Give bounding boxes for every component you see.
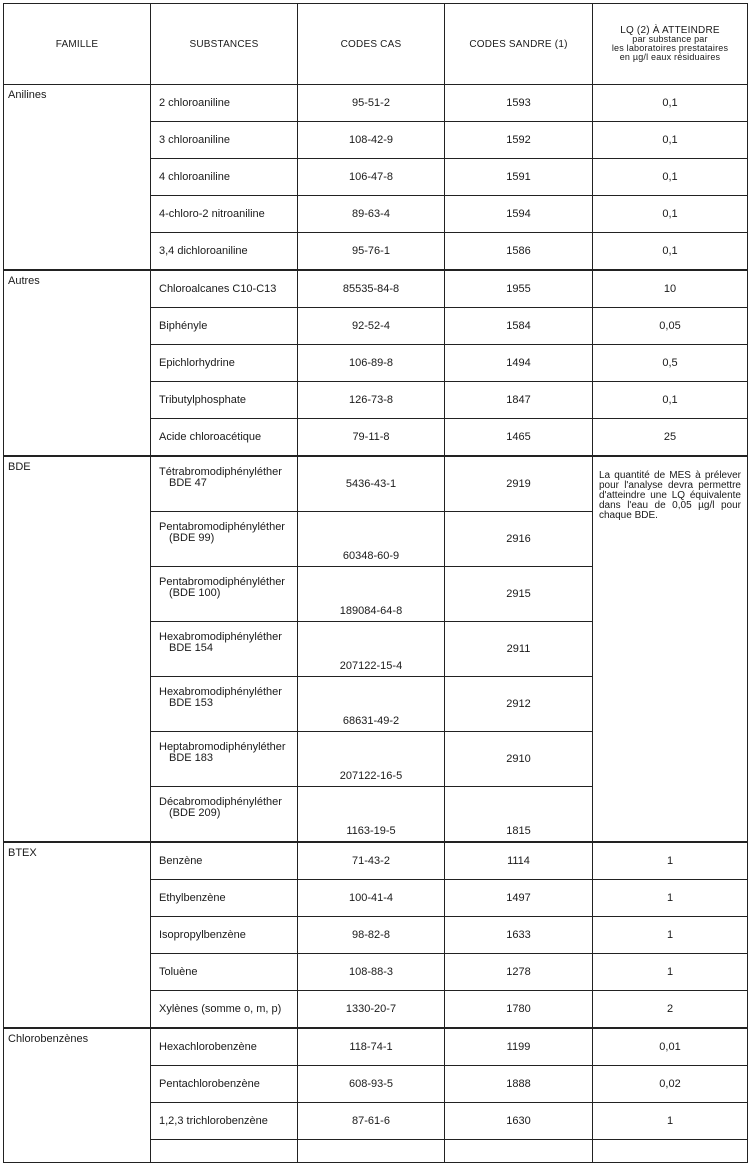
sandre-cell: 2912: [445, 677, 593, 732]
header-lq-line1: LQ (2) À ATTEINDRE: [620, 25, 720, 36]
header-lq: [593, 4, 748, 85]
table-row: [4, 456, 748, 512]
substance-line: Hexabromodiphényléther: [159, 686, 282, 698]
substance-cell: Xylènes (somme o, m, p): [151, 991, 298, 1029]
substance-cell: Ethylbenzène: [151, 880, 298, 917]
header-lq-line2: par substance par: [632, 34, 708, 44]
sandre-cell: 1594: [445, 196, 593, 233]
sandre-cell: 1591: [445, 159, 593, 196]
substance-line: BDE 47: [169, 477, 207, 489]
substance-cell: Toluène: [151, 954, 298, 991]
family-cell: Chlorobenzènes: [4, 1028, 151, 1163]
substance-line: Pentabromodiphényléther: [159, 576, 285, 588]
lq-cell: 1: [593, 880, 748, 917]
cas-cell: 95-51-2: [298, 85, 445, 122]
substance-cell: Chloroalcanes C10-C13: [151, 270, 298, 308]
lq-cell: 1: [593, 954, 748, 991]
sandre-cell: 1114: [445, 842, 593, 880]
cas-cell: 79-11-8: [298, 419, 445, 457]
table-row: [4, 85, 748, 122]
sandre-cell: 1584: [445, 308, 593, 345]
cas-cell: 189084-64-8: [298, 567, 445, 622]
cas-cell: 95-76-1: [298, 233, 445, 271]
cas-cell: 89-63-4: [298, 196, 445, 233]
lq-cell: 2: [593, 991, 748, 1029]
substance-line: Décabromodiphényléther: [159, 796, 282, 808]
substance-line: (BDE 99): [169, 532, 215, 544]
cas-cell: 85535-84-8: [298, 270, 445, 308]
lq-cell: 0,1: [593, 85, 748, 122]
substance-line: Heptabromodiphényléther: [159, 741, 286, 753]
sandre-cell: 1497: [445, 880, 593, 917]
sandre-cell: 1592: [445, 122, 593, 159]
substance-line: BDE 154: [169, 642, 214, 654]
substance-cell: [151, 456, 298, 512]
sandre-cell: 2910: [445, 732, 593, 787]
sandre-cell: 1815: [445, 787, 593, 843]
cas-cell: 126-73-8: [298, 382, 445, 419]
substances-table: [3, 3, 748, 1163]
substance-line: (BDE 209): [169, 807, 221, 819]
family-cell: BTEX: [4, 842, 151, 1028]
sandre-cell: 1633: [445, 917, 593, 954]
header-lq-line3: les laboratoires prestataires: [611, 43, 729, 53]
cas-cell: 1330-20-7: [298, 991, 445, 1029]
substance-line: BDE 183: [169, 752, 214, 764]
cas-cell: 207122-15-4: [298, 622, 445, 677]
lq-cell: 1: [593, 917, 748, 954]
sandre-cell: 1199: [445, 1028, 593, 1066]
lq-cell: 0,5: [593, 345, 748, 382]
substance-cell: Benzène: [151, 842, 298, 880]
substance-cell: Tributylphosphate: [151, 382, 298, 419]
substance-cell: [151, 787, 298, 843]
cas-cell: 100-41-4: [298, 880, 445, 917]
lq-cell: 0,1: [593, 122, 748, 159]
substance-cell: [151, 512, 298, 567]
substance-cell: 2 chloroaniline: [151, 85, 298, 122]
cas-cell: 71-43-2: [298, 842, 445, 880]
header-lq-line4: en µg/l eaux résiduaires: [619, 52, 721, 62]
cas-cell: 108-42-9: [298, 122, 445, 159]
sandre-cell: 2916: [445, 512, 593, 567]
cas-cell: 68631-49-2: [298, 677, 445, 732]
substance-cell: Hexachlorobenzène: [151, 1028, 298, 1066]
lq-cell-empty: [593, 1140, 748, 1163]
sandre-cell: 1780: [445, 991, 593, 1029]
sandre-cell: 1586: [445, 233, 593, 271]
cas-cell: 106-47-8: [298, 159, 445, 196]
table-row: [4, 842, 748, 880]
family-cell: Anilines: [4, 85, 151, 271]
header-codes-cas: CODES CAS: [298, 4, 445, 85]
cas-cell: 5436-43-1: [298, 456, 445, 512]
family-cell: BDE: [4, 456, 151, 842]
table-header-row: [4, 4, 748, 85]
cas-cell-empty: [298, 1140, 445, 1163]
substance-cell: Isopropylbenzène: [151, 917, 298, 954]
lq-cell: 1: [593, 842, 748, 880]
sandre-cell-empty: [445, 1140, 593, 1163]
sandre-cell: 1278: [445, 954, 593, 991]
substance-cell: [151, 567, 298, 622]
lq-cell: 0,1: [593, 159, 748, 196]
substance-line: Tétrabromodiphényléther: [159, 466, 282, 478]
lq-cell: 0,1: [593, 196, 748, 233]
cas-cell: 118-74-1: [298, 1028, 445, 1066]
sandre-cell: 1494: [445, 345, 593, 382]
sandre-cell: 1465: [445, 419, 593, 457]
lq-cell: 1: [593, 1103, 748, 1140]
sandre-cell: 1593: [445, 85, 593, 122]
sandre-cell: 1888: [445, 1066, 593, 1103]
substance-cell: 4-chloro-2 nitroaniline: [151, 196, 298, 233]
substance-cell: [151, 677, 298, 732]
cas-cell: 98-82-8: [298, 917, 445, 954]
sandre-cell: 1955: [445, 270, 593, 308]
lq-cell: 0,1: [593, 382, 748, 419]
sandre-cell: 1630: [445, 1103, 593, 1140]
lq-cell: 0,05: [593, 308, 748, 345]
header-substances: SUBSTANCES: [151, 4, 298, 85]
cas-cell: 106-89-8: [298, 345, 445, 382]
substance-cell: 4 chloroaniline: [151, 159, 298, 196]
cas-cell: 60348-60-9: [298, 512, 445, 567]
table-row: [4, 270, 748, 308]
cas-cell: 1163-19-5: [298, 787, 445, 843]
substance-cell: Pentachlorobenzène: [151, 1066, 298, 1103]
header-codes-sandre: CODES SANDRE (1): [445, 4, 593, 85]
substance-cell-empty: [151, 1140, 298, 1163]
substance-cell: Epichlorhydrine: [151, 345, 298, 382]
substance-cell: Acide chloroacétique: [151, 419, 298, 457]
substance-cell: 3,4 dichloroaniline: [151, 233, 298, 271]
substance-line: Pentabromodiphényléther: [159, 521, 285, 533]
table-row: [4, 1028, 748, 1066]
cas-cell: 92-52-4: [298, 308, 445, 345]
cas-cell: 608-93-5: [298, 1066, 445, 1103]
family-cell: Autres: [4, 270, 151, 456]
sandre-cell: 2911: [445, 622, 593, 677]
lq-cell: 0,1: [593, 233, 748, 271]
substance-cell: 3 chloroaniline: [151, 122, 298, 159]
substance-line: Hexabromodiphényléther: [159, 631, 282, 643]
substance-line: BDE 153: [169, 697, 214, 709]
sandre-cell: 2919: [445, 456, 593, 512]
lq-cell: 25: [593, 419, 748, 457]
lq-cell: 10: [593, 270, 748, 308]
substance-cell: [151, 622, 298, 677]
substance-line: (BDE 100): [169, 587, 221, 599]
substance-cell: [151, 732, 298, 787]
header-famille: FAMILLE: [4, 4, 151, 85]
cas-cell: 87-61-6: [298, 1103, 445, 1140]
cas-cell: 207122-16-5: [298, 732, 445, 787]
bde-note-cell: La quantité de MES à prélever pour l'analyse devra permettre d'atteindre une LQ équivalente dans l'eau de 0,05 µg/l pour chaque BDE.: [593, 456, 748, 842]
cas-cell: 108-88-3: [298, 954, 445, 991]
substance-cell: Biphényle: [151, 308, 298, 345]
lq-cell: 0,02: [593, 1066, 748, 1103]
sandre-cell: 2915: [445, 567, 593, 622]
substance-cell: 1,2,3 trichlorobenzène: [151, 1103, 298, 1140]
sandre-cell: 1847: [445, 382, 593, 419]
lq-cell: 0,01: [593, 1028, 748, 1066]
